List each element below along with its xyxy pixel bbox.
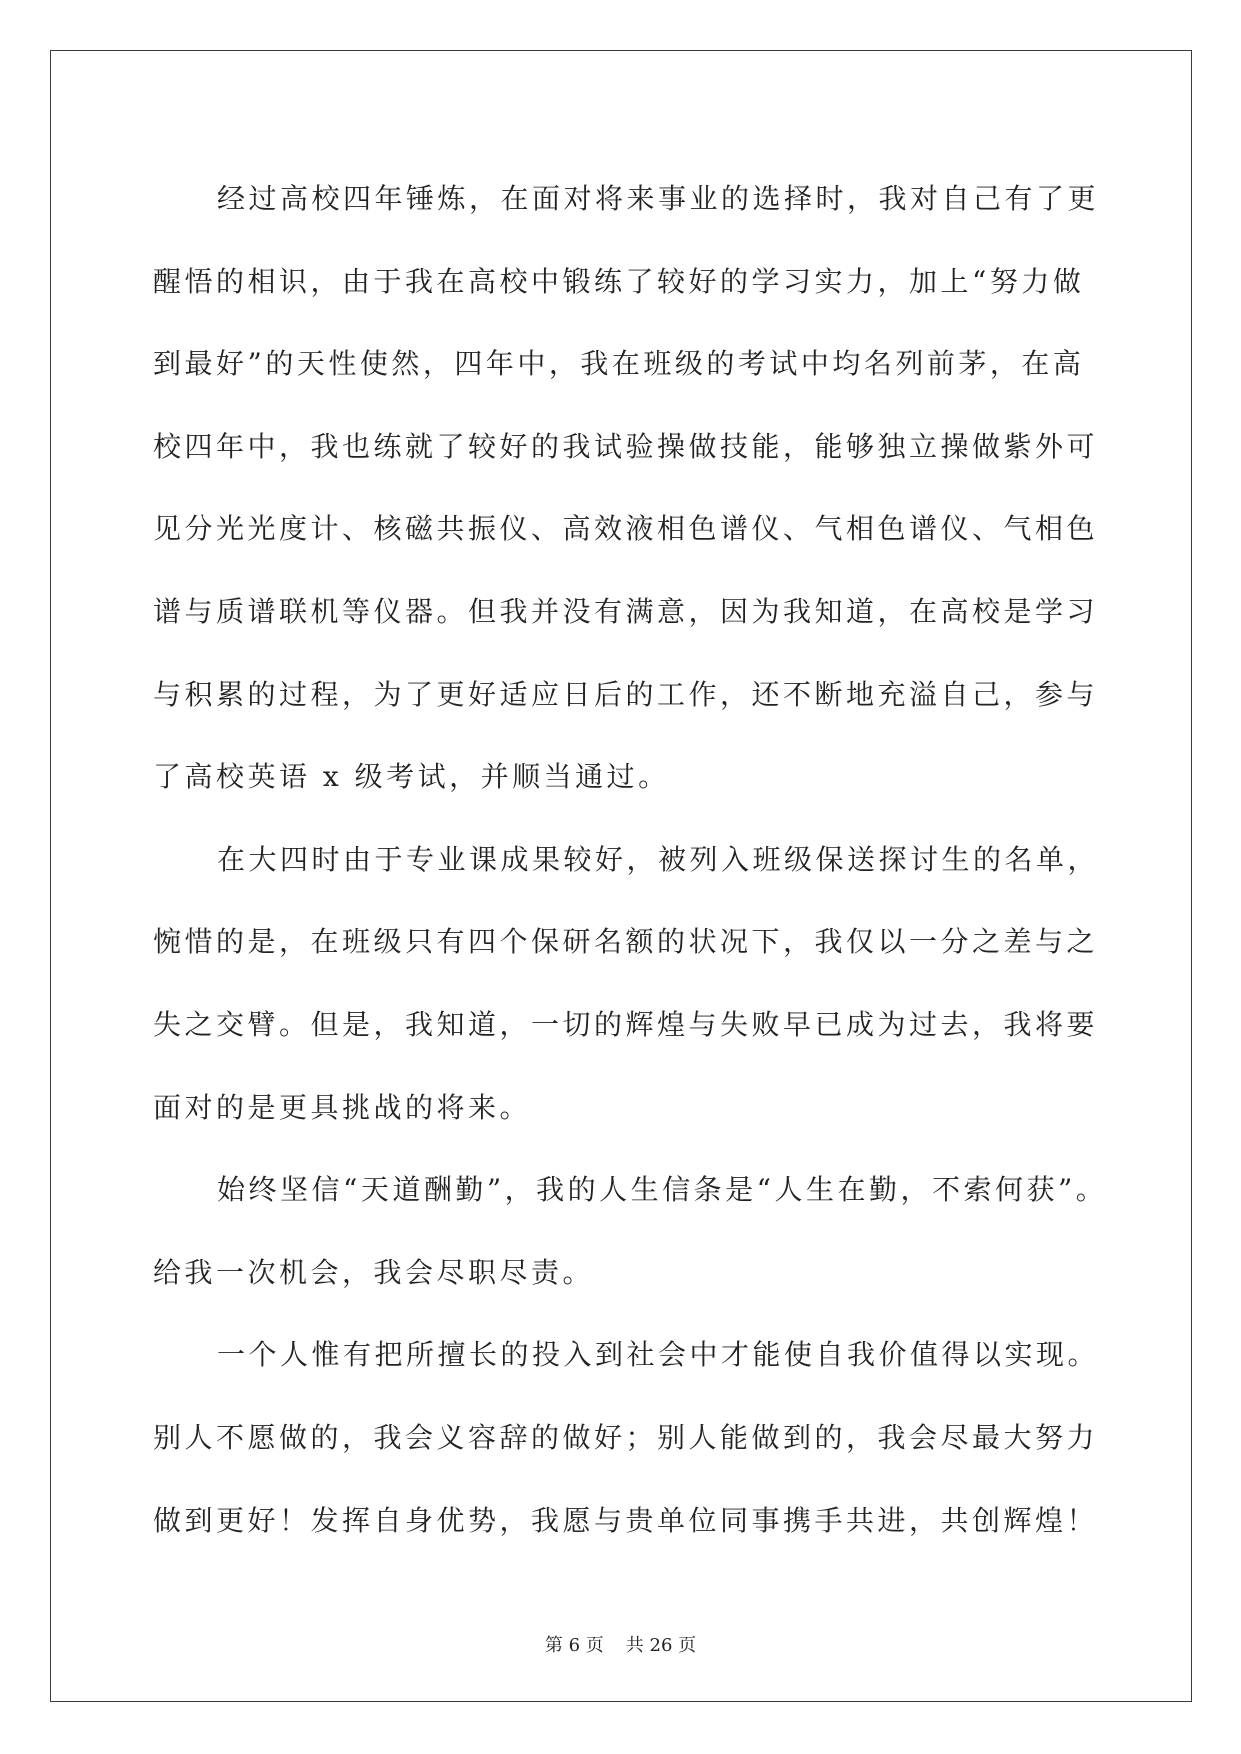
document-body bbox=[153, 158, 1108, 1562]
text-line: 了高校英语 x 级考试，并顺当通过。 bbox=[153, 760, 670, 794]
paragraph bbox=[153, 158, 1100, 819]
text-line: 一个人惟有把所擅长的投入到社会中才能使自我价值得以实现。 bbox=[217, 1338, 1100, 1372]
text-line: 校四年中，我也练就了较好的我试验操做技能，能够独立操做紫外可 bbox=[153, 429, 1099, 463]
text-line: 面对的是更具挑战的将来。 bbox=[153, 1090, 532, 1124]
text-line: 别人不愿做的，我会义容辞的做好；别人能做到的，我会尽最大努力 bbox=[153, 1420, 1099, 1454]
text-line: 与积累的过程，为了更好适应日后的工作，还不断地充溢自己，参与 bbox=[153, 677, 1099, 711]
text-line: 给我一次机会，我会尽职尽责。 bbox=[153, 1255, 595, 1289]
text-line: 经过高校四年锤炼，在面对将来事业的选择时，我对自己有了更 bbox=[217, 182, 1100, 215]
text-line: 到最好”的天性使然，四年中，我在班级的考试中均名列前茅，在高 bbox=[153, 347, 1085, 381]
page-total: 共 26 页 bbox=[625, 1635, 697, 1656]
text-line: 见分光光度计、核磁共振仪、高效液相色谱仪、气相色谱仪、气相色 bbox=[153, 512, 1099, 546]
text-line: 在大四时由于专业课成果较好，被列入班级保送探讨生的名单， bbox=[217, 842, 1100, 876]
text-line: 做到更好！发挥自身优势，我愿与贵单位同事携手共进，共创辉煌！ bbox=[153, 1503, 1099, 1537]
paragraph bbox=[153, 819, 1100, 1149]
paragraph bbox=[153, 1149, 1108, 1314]
text-line: 始终坚信“天道酬勤”，我的人生信条是“人生在勤，不索何获”。 bbox=[217, 1173, 1108, 1207]
text-line: 醒悟的相识，由于我在高校中锻练了较好的学习实力，加上“努力做 bbox=[153, 264, 1085, 298]
page-number: 第 6 页 bbox=[544, 1635, 604, 1656]
text-line: 惋惜的是，在班级只有四个保研名额的状况下，我仅以一分之差与之 bbox=[153, 925, 1099, 959]
text-line: 失之交臂。但是，我知道，一切的辉煌与失败早已成为过去，我将要 bbox=[153, 1007, 1099, 1041]
paragraph bbox=[153, 1314, 1100, 1562]
page-footer bbox=[0, 1631, 1241, 1657]
text-line: 谱与质谱联机等仪器。但我并没有满意，因为我知道，在高校是学习 bbox=[153, 594, 1099, 628]
